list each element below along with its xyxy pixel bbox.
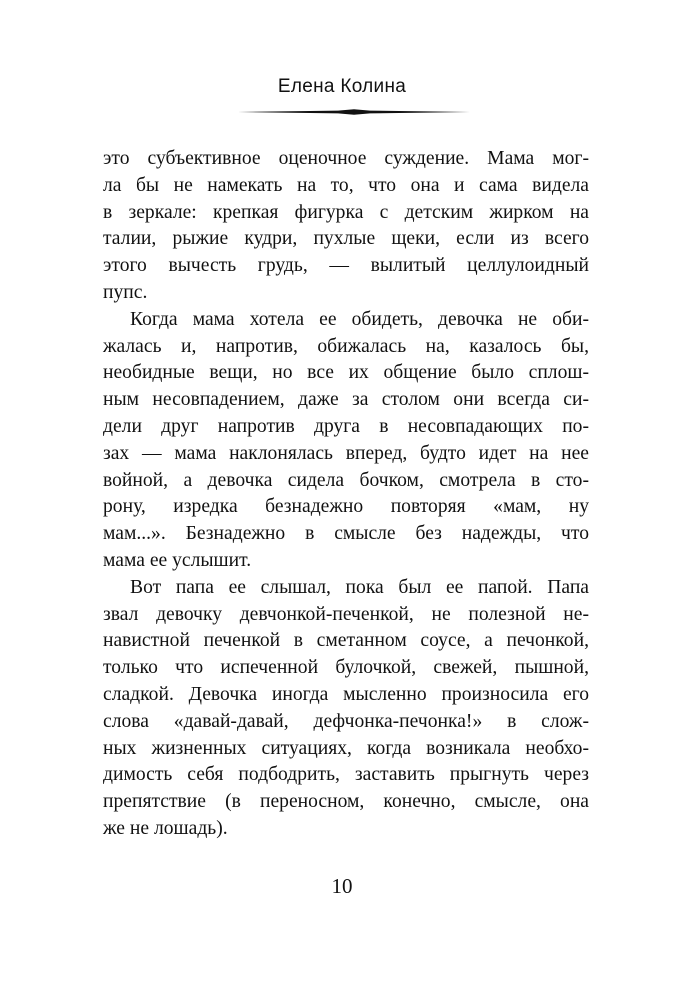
text-line: мам...». Безнадежно в смысле без надежды, что bbox=[103, 523, 589, 545]
text-line: Вот папа ее слышал, пока был ее папой. Папа bbox=[130, 576, 589, 598]
page-number: 10 bbox=[331, 874, 353, 898]
text-line: жалась и, напротив, обижалась на, казалось бы, bbox=[103, 335, 589, 357]
text-line: это субъективное оценочное суждение. Мама мог- bbox=[103, 148, 589, 169]
paragraph bbox=[103, 575, 589, 843]
text-line: зах — мама наклонялась вперед, будто идет на нее bbox=[103, 442, 589, 464]
running-head-title: Елена Колина bbox=[277, 76, 407, 97]
text-line: димость себя подбодрить, заставить прыгнуть через bbox=[103, 764, 589, 786]
text-line: же не лошадь). bbox=[103, 817, 228, 839]
text-line: талии, рыжие кудри, пухлые щеки, если из всего bbox=[103, 228, 589, 250]
text-line: в зеркале: крепкая фигурка с детским жирком на bbox=[103, 201, 589, 223]
text-line: этого вычесть грудь, — вылитый целлулоидный bbox=[103, 255, 589, 277]
paragraph bbox=[103, 146, 589, 307]
text-line: навистной печенкой в сметанном соусе, а печонкой, bbox=[103, 630, 589, 652]
text-line: сладкой. Девочка иногда мысленно произносила его bbox=[103, 683, 589, 705]
header-ornament-rule bbox=[238, 109, 470, 115]
text-line: пупс. bbox=[103, 281, 148, 303]
text-line: мама ее услышит. bbox=[103, 549, 252, 571]
text-line: ных жизненных ситуациях, когда возникала необхо- bbox=[103, 737, 589, 759]
text-line: звал девочку девчонкой-печенкой, не полезной не- bbox=[103, 603, 589, 625]
text-line: слова «давай-давай, дефчонка-печонка!» в слож- bbox=[103, 710, 589, 732]
text-line: ным несовпадением, даже за столом они всегда си- bbox=[103, 389, 589, 411]
body-text bbox=[103, 146, 589, 843]
text-line: войной, а девочка сидела бочком, смотрела в сто- bbox=[103, 469, 589, 491]
text-line: только что испеченной булочкой, свежей, пышной, bbox=[103, 657, 589, 679]
text-line: рону, изредка безнадежно повторяя «мам, ну bbox=[103, 496, 589, 518]
text-line: ла бы не намекать на то, что она и сама видела bbox=[103, 174, 589, 196]
text-line: Когда мама хотела ее обидеть, девочка не оби- bbox=[130, 308, 589, 330]
text-line: дели друг напротив друга в несовпадающих по- bbox=[103, 415, 589, 437]
text-line: необидные вещи, но все их общение было сплош- bbox=[103, 362, 589, 384]
paragraph bbox=[103, 307, 589, 575]
text-line: препятствие (в переносном, конечно, смысле, она bbox=[103, 791, 589, 813]
